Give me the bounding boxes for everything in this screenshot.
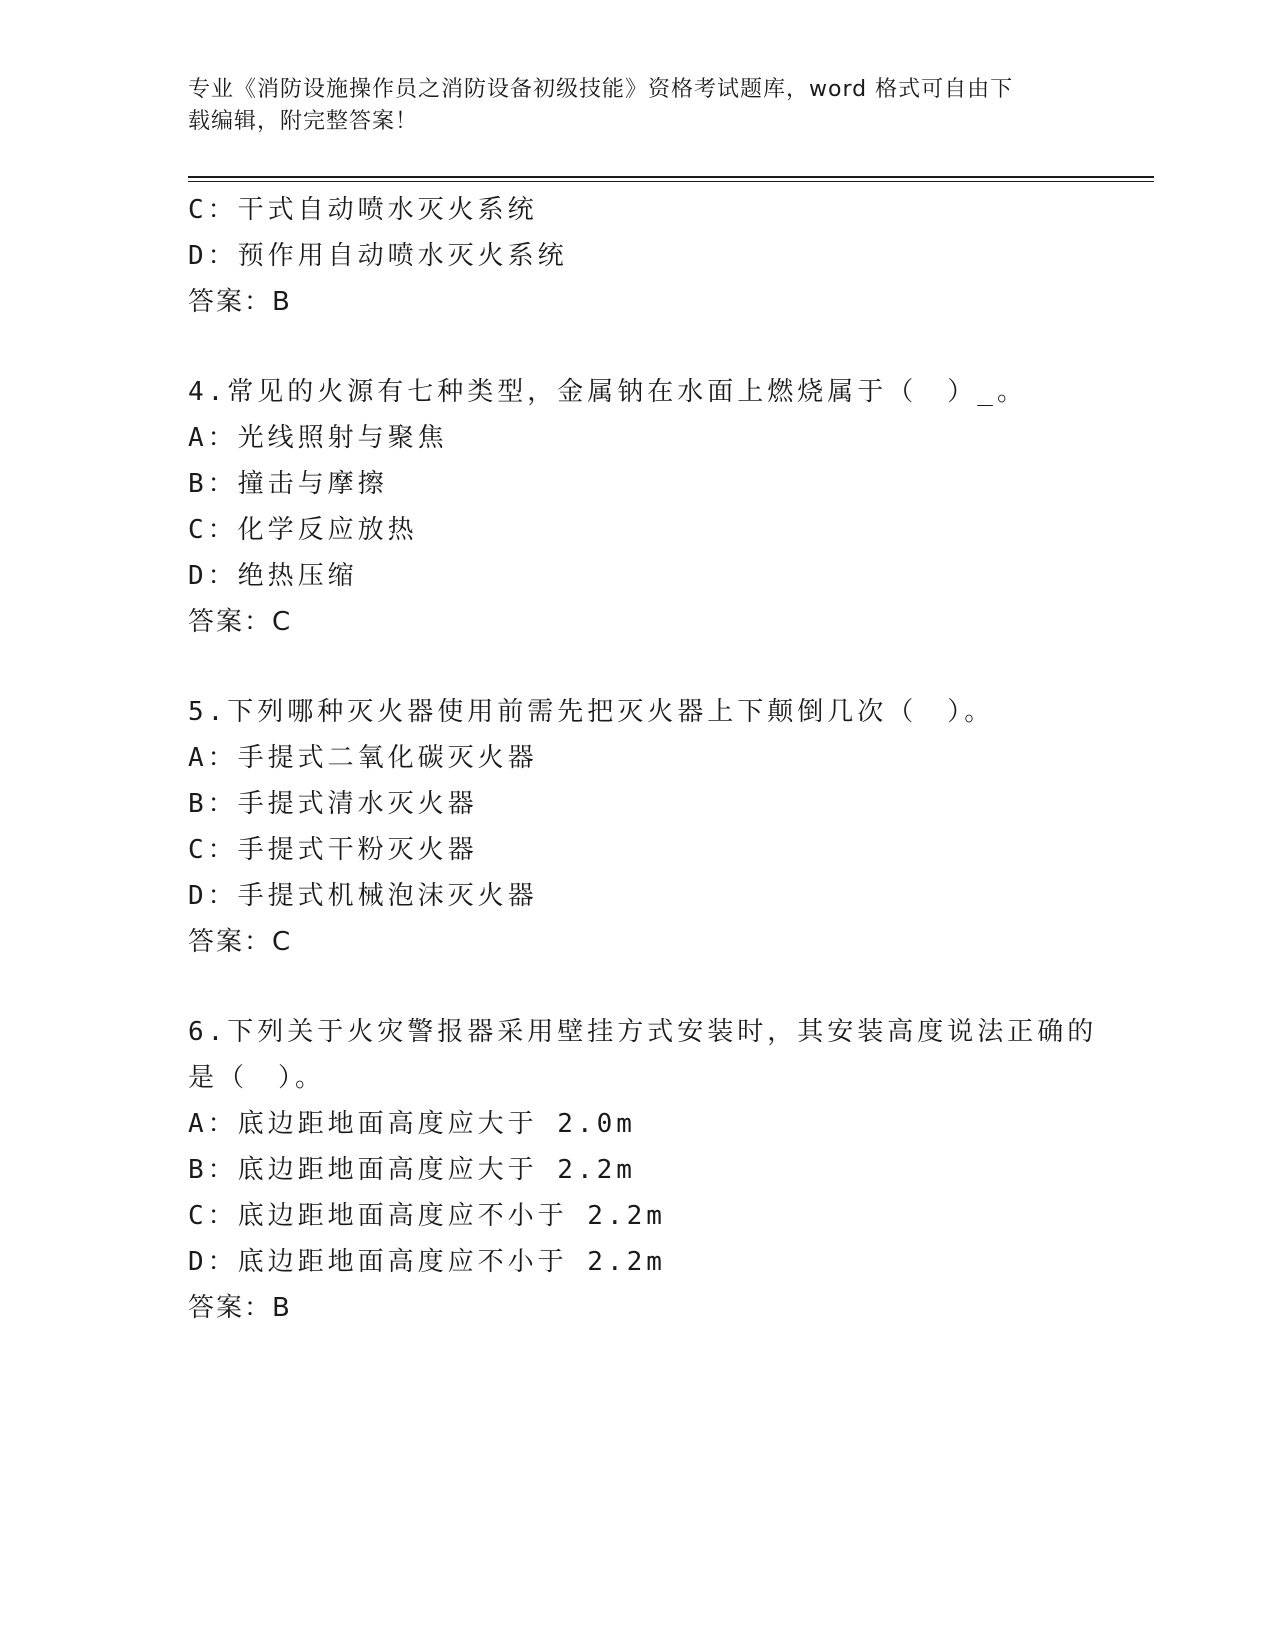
q5-option-b: B：手提式清水灭火器 bbox=[188, 789, 478, 819]
q4-option-c: C：化学反应放热 bbox=[188, 515, 418, 545]
q4-question: 4.常见的火源有七种类型，金属钠在水面上燃烧属于（ ）_。 bbox=[188, 377, 1027, 407]
question-4 bbox=[188, 369, 1148, 645]
q3-option-d: D：预作用自动喷水灭火系统 bbox=[188, 241, 568, 271]
question-3-tail bbox=[188, 187, 1148, 325]
q4-option-a: A：光线照射与聚焦 bbox=[188, 423, 448, 453]
question-list bbox=[188, 187, 1148, 1331]
q5-option-a: A：手提式二氧化碳灭火器 bbox=[188, 743, 538, 773]
header-divider-thick bbox=[188, 176, 1154, 178]
q6-question-line-1: 6.下列关于火灾警报器采用壁挂方式安装时，其安装高度说法正确的 bbox=[188, 1017, 1098, 1047]
spacer bbox=[188, 325, 1148, 369]
q6-option-b: B：底边距地面高度应大于 2.2m bbox=[188, 1155, 636, 1185]
document-header bbox=[188, 74, 1088, 138]
q3-answer: 答案：B bbox=[188, 287, 292, 317]
q6-option-c: C：底边距地面高度应不小于 2.2m bbox=[188, 1201, 666, 1231]
question-5 bbox=[188, 689, 1148, 965]
header-divider-thin bbox=[188, 181, 1154, 182]
q5-answer: 答案：C bbox=[188, 927, 293, 957]
header-line-1: 专业《消防设施操作员之消防设备初级技能》资格考试题库，word 格式可自由下 bbox=[188, 77, 1014, 102]
question-6 bbox=[188, 1009, 1148, 1331]
spacer bbox=[188, 645, 1148, 689]
q3-option-c: C：干式自动喷水灭火系统 bbox=[188, 195, 538, 225]
q6-question-line-2: 是（ ）。 bbox=[188, 1063, 326, 1093]
q6-option-d: D：底边距地面高度应不小于 2.2m bbox=[188, 1247, 666, 1277]
q4-option-d: D：绝热压缩 bbox=[188, 561, 358, 591]
spacer bbox=[188, 965, 1148, 1009]
q6-option-a: A：底边距地面高度应大于 2.0m bbox=[188, 1109, 636, 1139]
q5-question: 5.下列哪种灭火器使用前需先把灭火器上下颠倒几次（ ）。 bbox=[188, 697, 995, 727]
q5-option-d: D：手提式机械泡沫灭火器 bbox=[188, 881, 538, 911]
q4-answer: 答案：C bbox=[188, 607, 293, 637]
header-line-2: 载编辑，附完整答案！ bbox=[188, 109, 419, 134]
q5-option-c: C：手提式干粉灭火器 bbox=[188, 835, 478, 865]
q4-option-b: B：撞击与摩擦 bbox=[188, 469, 388, 499]
q6-answer: 答案：B bbox=[188, 1293, 292, 1323]
